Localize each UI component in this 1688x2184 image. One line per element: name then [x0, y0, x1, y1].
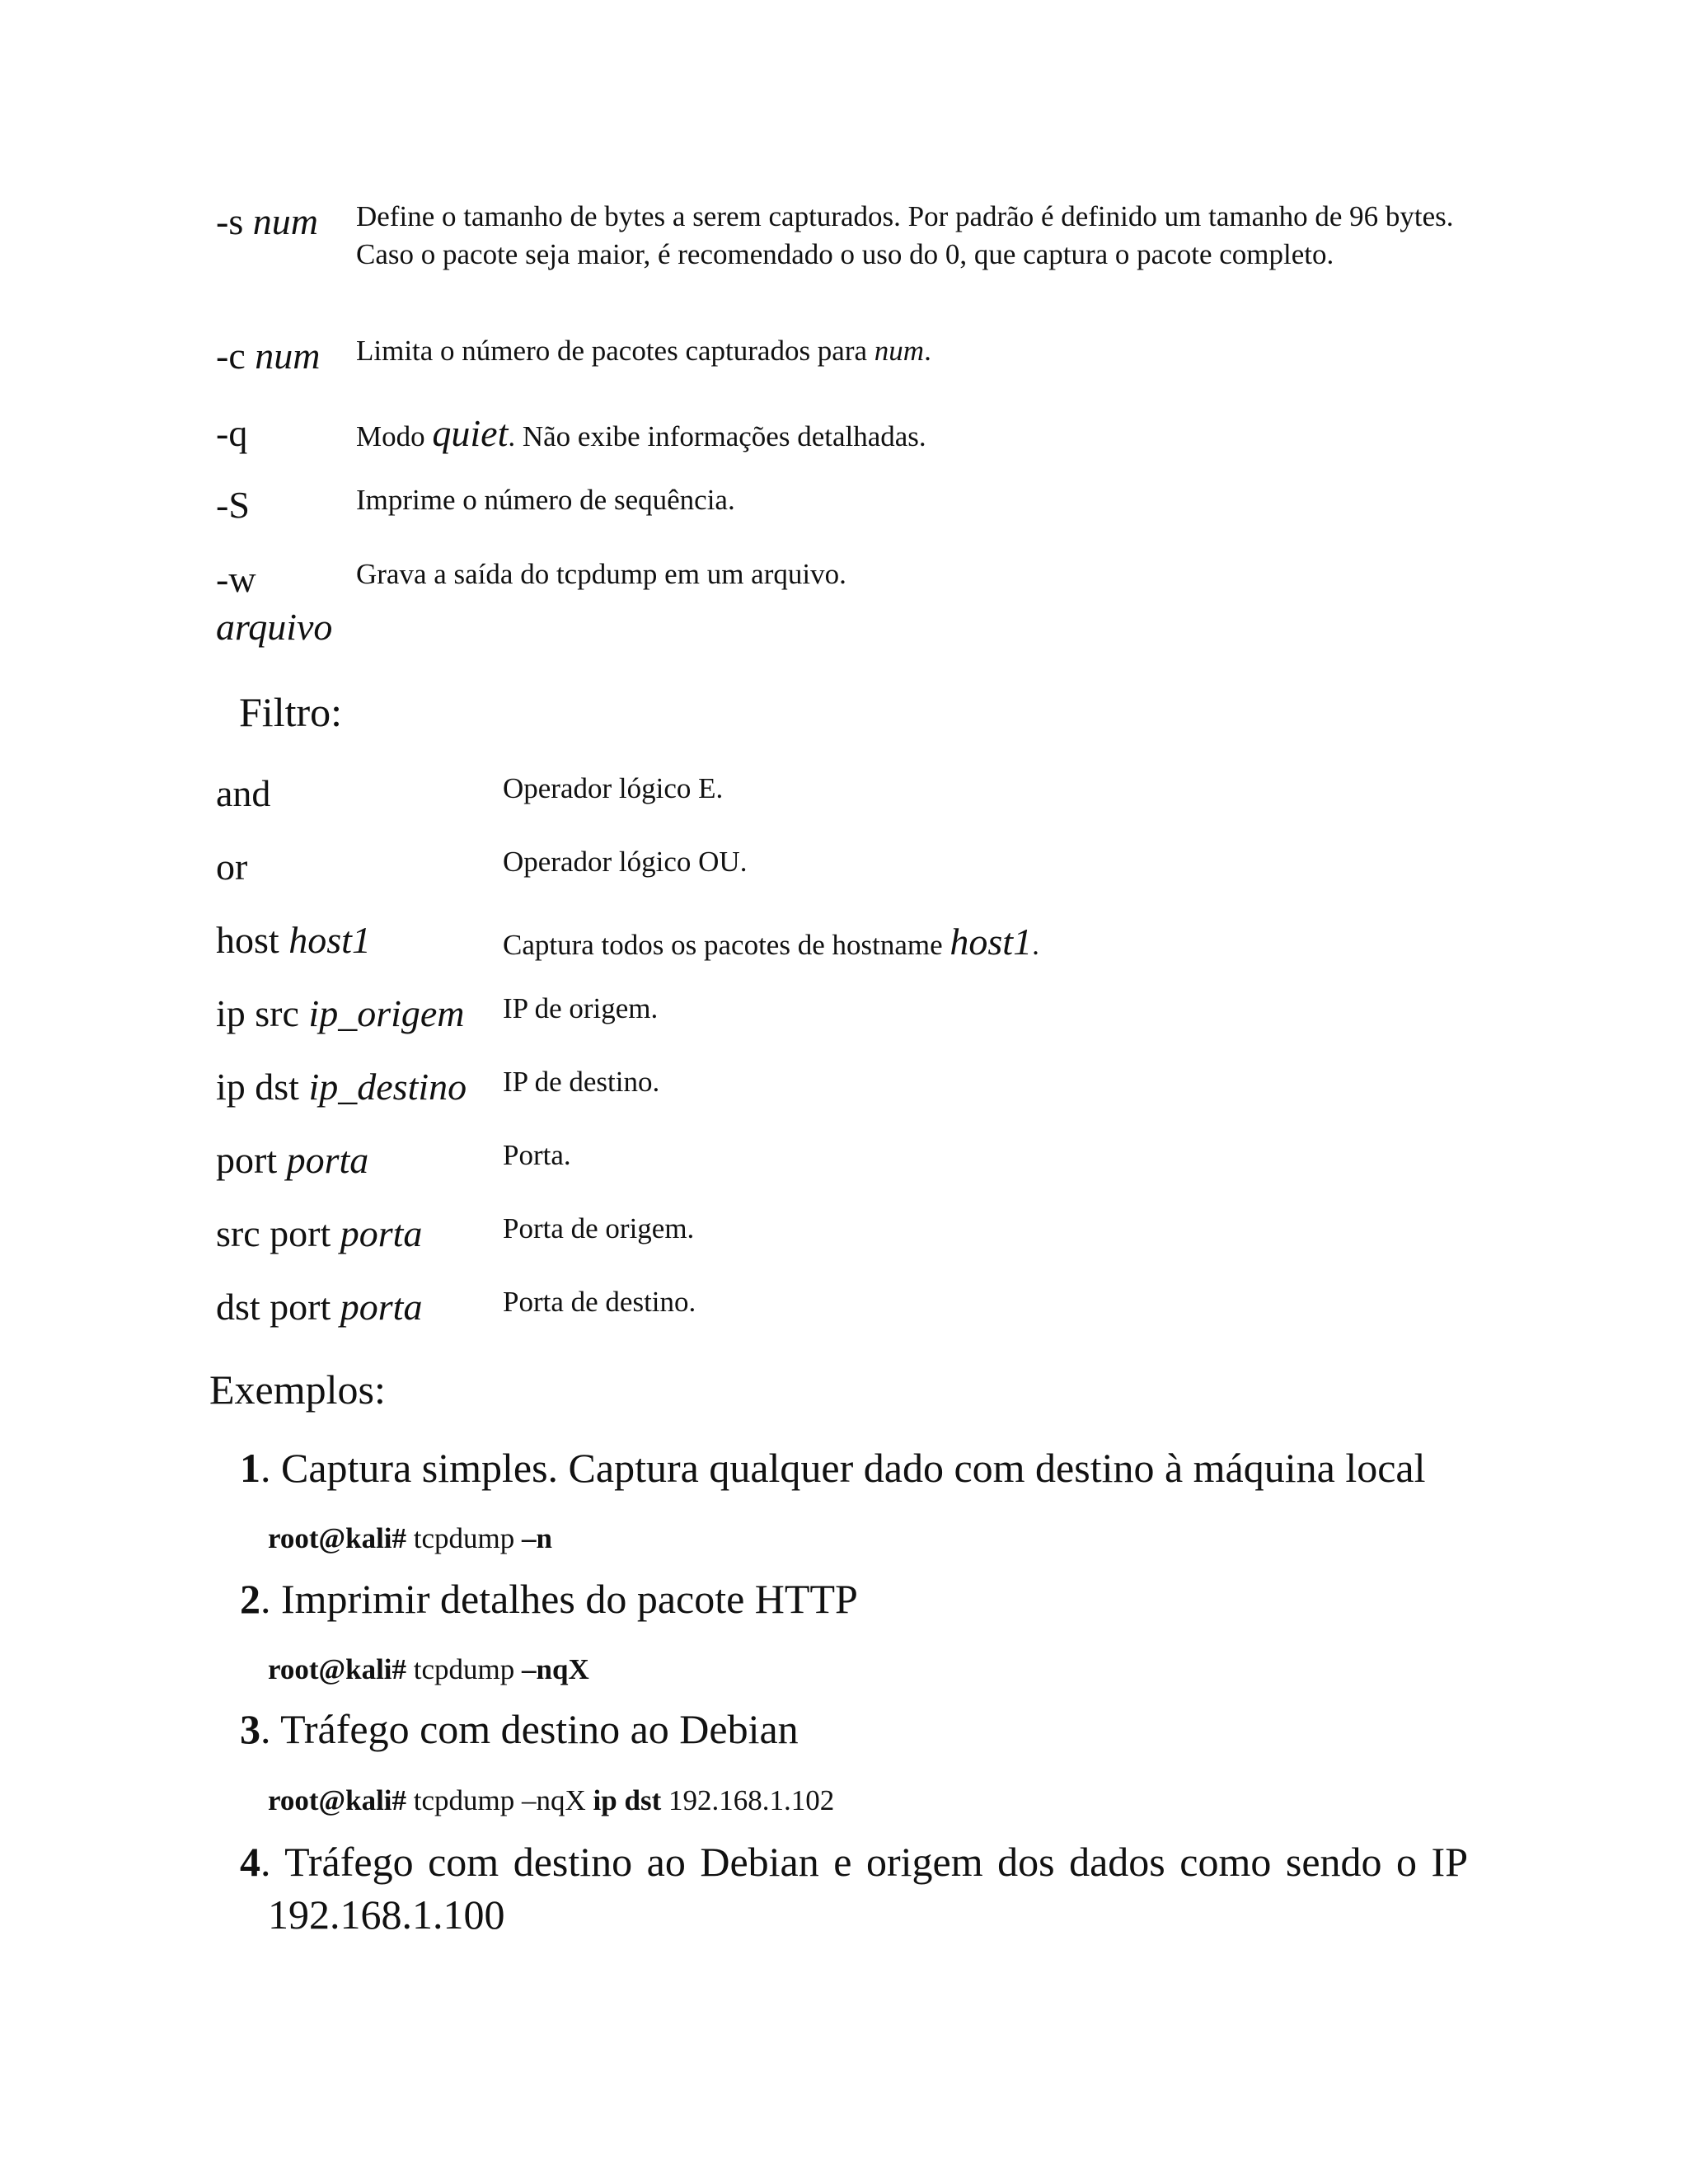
filter-term — [216, 1137, 368, 1184]
example-number: 3 — [240, 1706, 260, 1752]
filter-term — [216, 990, 465, 1038]
example-number: 1 — [240, 1445, 260, 1491]
example-title — [240, 1573, 1468, 1624]
desc-text: . — [924, 335, 931, 367]
desc-text: . — [1032, 929, 1039, 961]
filter-description: IP de destino. — [503, 1066, 660, 1098]
filter-term — [216, 916, 371, 964]
filter-description: Operador lógico OU. — [503, 846, 748, 878]
desc-text: Limita o número de pacotes capturados para — [356, 335, 874, 367]
command-prompt: root@kali# — [268, 1784, 407, 1816]
command-prompt: root@kali# — [268, 1522, 407, 1554]
option-description: Grava a saída do tcpdump em um arquivo. — [356, 558, 846, 590]
example-title-continuation: 192.168.1.100 — [268, 1891, 505, 1938]
filter-keyword: host — [216, 919, 289, 961]
filter-arg: porta — [286, 1139, 369, 1181]
desc-italic: host1 — [950, 921, 1033, 963]
desc-text: Modo — [356, 420, 433, 452]
example-title-text: . Imprimir detalhes do pacote HTTP — [260, 1576, 858, 1622]
filter-description: Porta de origem. — [503, 1212, 695, 1244]
filter-keyword: port — [216, 1139, 287, 1181]
option-description — [356, 412, 1461, 456]
filter-heading: Filtro: — [239, 689, 343, 735]
option-flag: -w — [216, 558, 256, 600]
filter-term — [216, 1210, 422, 1258]
filter-description: Operador lógico E. — [503, 772, 724, 804]
example-command — [268, 1782, 834, 1820]
option-flag: -c — [216, 335, 246, 377]
command-prompt: root@kali# — [268, 1653, 407, 1685]
desc-italic: num — [874, 335, 925, 367]
example-title — [240, 1442, 1468, 1493]
command-keyword: ip dst — [593, 1784, 662, 1816]
desc-text: . Não exibe informações detalhadas. — [508, 420, 926, 452]
filter-arg: ip_destino — [308, 1066, 467, 1108]
option-arg: num — [252, 200, 318, 242]
example-number: 4 — [240, 1839, 260, 1885]
filter-description — [503, 923, 1039, 964]
command-text: tcpdump — [406, 1522, 523, 1554]
option-term — [216, 410, 348, 457]
example-title-text: . Tráfego com destino ao Debian e origem dos dados como sendo o IP — [260, 1839, 1468, 1885]
example-title-text: . Tráfego com destino ao Debian — [260, 1706, 799, 1752]
filter-term: or — [216, 846, 248, 888]
option-term — [216, 481, 348, 529]
example-title — [240, 1836, 1468, 1887]
option-term — [216, 555, 348, 651]
filter-arg: porta — [340, 1212, 423, 1254]
example-command — [268, 1651, 589, 1689]
filter-description: Porta de destino. — [503, 1286, 696, 1318]
filter-arg: ip_origem — [308, 992, 465, 1034]
filter-keyword: ip src — [216, 992, 309, 1034]
filter-term — [216, 1063, 467, 1111]
option-term — [216, 332, 348, 380]
option-arg: arquivo — [216, 606, 333, 648]
filter-keyword: dst port — [216, 1286, 340, 1328]
filter-keyword: src port — [216, 1212, 340, 1254]
option-term — [216, 198, 348, 246]
desc-italic: quiet — [432, 412, 509, 454]
option-description: Imprime o número de sequência. — [356, 484, 735, 516]
command-flags: –nqX — [522, 1653, 589, 1685]
example-title-text: . Captura simples. Captura qualquer dado com destino à máquina local — [260, 1445, 1426, 1491]
filter-arg: porta — [340, 1286, 423, 1328]
example-title — [240, 1704, 1468, 1755]
option-description: Define o tamanho de bytes a serem capturados. Por padrão é definido um tamanho de 96 bytes. Caso o pacote seja maior, é recomendado o uso do 0, que captura o pacote completo. — [356, 200, 1454, 270]
option-arg: num — [255, 335, 321, 377]
desc-text: Captura todos os pacotes de hostname — [503, 929, 950, 961]
examples-heading: Exemplos: — [209, 1366, 386, 1413]
filter-term: and — [216, 772, 271, 814]
command-flags: –n — [522, 1522, 552, 1554]
filter-keyword: ip dst — [216, 1066, 309, 1108]
filter-arg: host1 — [288, 919, 371, 961]
option-flag: -S — [216, 484, 250, 526]
command-text: tcpdump –nqX — [406, 1784, 593, 1816]
command-ip: 192.168.1.102 — [661, 1784, 835, 1816]
example-command — [268, 1520, 552, 1558]
option-description — [356, 332, 1461, 370]
command-text: tcpdump — [406, 1653, 523, 1685]
filter-description: Porta. — [503, 1139, 571, 1171]
option-flag: -s — [216, 200, 244, 242]
example-number: 2 — [240, 1576, 260, 1622]
option-flag: -q — [216, 412, 248, 454]
filter-term — [216, 1283, 422, 1331]
filter-description: IP de origem. — [503, 992, 659, 1024]
